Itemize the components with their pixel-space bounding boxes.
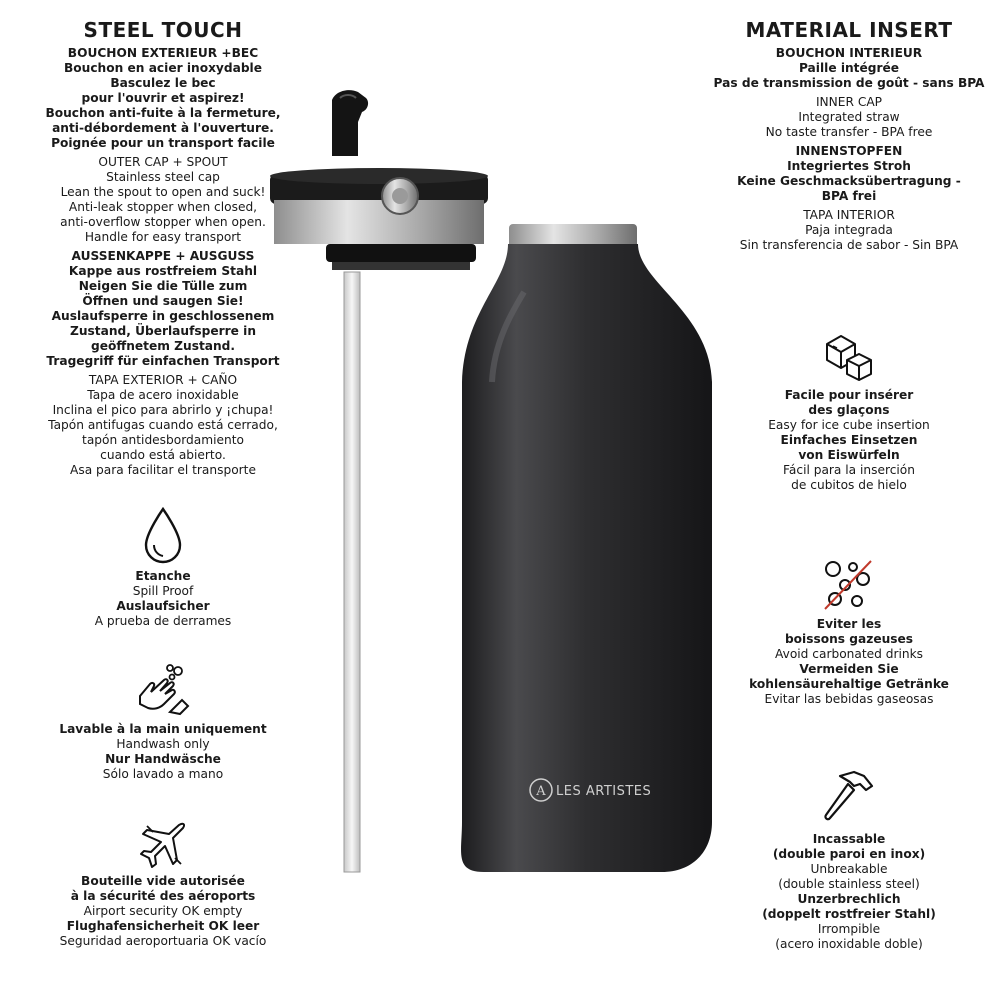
feature-unbreakable [704, 768, 994, 952]
feature-unbreakable-text [704, 832, 994, 952]
airplane-icon [137, 818, 189, 870]
steel-touch-title: STEEL TOUCH [83, 18, 243, 42]
text-line: BOUCHON INTERIEUR [775, 46, 923, 60]
right-de-text [704, 144, 994, 204]
brand-logo-mark: A [536, 784, 546, 799]
text-line: Öffnen und saugen Sie! [82, 294, 244, 308]
text-line: Einfaches Einsetzen [780, 433, 918, 447]
text-line: OUTER CAP + SPOUT [98, 155, 228, 169]
text-line: Tragegriff für einfachen Transport [46, 354, 280, 368]
text-line: TAPA INTERIOR [803, 208, 895, 222]
text-line: des glaçons [808, 403, 890, 417]
text-line: Bouchon en acier inoxydable [63, 61, 262, 75]
text-line: anti-débordement à l'ouverture. [52, 121, 274, 135]
text-line: Lavable à la main uniquement [59, 722, 267, 736]
text-line: pour l'ouvrir et aspirez! [81, 91, 245, 105]
water-drop-icon [140, 505, 186, 565]
text-line: Lean the spout to open and suck! [60, 185, 266, 199]
text-line: Etanche [135, 569, 191, 583]
text-line: anti-overflow stopper when open. [60, 215, 266, 229]
text-line: BPA frei [821, 189, 877, 203]
feature-no-carbonated [704, 557, 994, 707]
text-line: cuando está abierto. [100, 448, 226, 462]
right-fr-text [704, 46, 994, 91]
text-line: de cubitos de hielo [791, 478, 907, 492]
text-line: (double stainless steel) [778, 877, 920, 891]
text-line: boissons gazeuses [784, 632, 914, 646]
text-line: INNER CAP [815, 95, 883, 109]
text-line: Neigen Sie die Tülle zum [78, 279, 248, 293]
text-line: Integrated straw [798, 110, 900, 124]
text-line: Handle for easy transport [84, 230, 242, 244]
text-line: Tapón antifugas cuando está cerrado, [48, 418, 278, 432]
text-line: Poignée pour un transport facile [51, 136, 275, 150]
handwash-icon [134, 662, 192, 718]
text-line: Unbreakable [810, 862, 888, 876]
feature-ice-cubes-text [704, 388, 994, 493]
text-line: Kappe aus rostfreiem Stahl [68, 264, 258, 278]
text-line: Flughafensicherheit OK leer [66, 919, 260, 933]
text-line: Unzerbrechlich [797, 892, 901, 906]
text-line: Seguridad aeroportuaria OK vacío [59, 934, 267, 948]
text-line: No taste transfer - BPA free [765, 125, 933, 139]
text-line: Fácil para la inserción [783, 463, 915, 477]
text-line: Basculez le bec [110, 76, 216, 90]
straw [344, 272, 360, 872]
text-line: von Eiswürfeln [798, 448, 900, 462]
text-line: Auslaufsperre in geschlossenem [51, 309, 275, 323]
no-carbonated-icon [819, 557, 879, 613]
text-line: Tapa de acero inoxidable [87, 388, 239, 402]
text-line: à la sécurité des aéroports [70, 889, 256, 903]
text-line: Stainless steel cap [106, 170, 220, 184]
text-line: Bouchon anti-fuite à la fermeture, [45, 106, 281, 120]
text-line: Paja integrada [805, 223, 893, 237]
text-line: kohlensäurehaltige Getränke [749, 677, 949, 691]
text-line: tapón antidesbordamiento [82, 433, 244, 447]
text-line: BOUCHON EXTERIEUR +BEC [67, 46, 259, 60]
text-line: Inclina el pico para abrirlo y ¡chupa! [52, 403, 274, 417]
text-line: Easy for ice cube insertion [768, 418, 930, 432]
text-line: Avoid carbonated drinks [774, 647, 923, 661]
material-insert-section [704, 18, 994, 253]
product-illustration [262, 82, 712, 982]
ice-cubes-icon [819, 330, 879, 384]
text-line: Keine Geschmacksübertragung - [737, 174, 961, 188]
text-line: TAPA EXTERIOR + CAÑO [88, 373, 238, 387]
text-line: Irrompible [817, 922, 881, 936]
text-line: Facile pour insérer [784, 388, 914, 402]
material-insert-title: MATERIAL INSERT [745, 18, 953, 42]
bottle [461, 224, 712, 872]
text-line: Integriertes Stroh [787, 159, 911, 173]
text-line: Spill Proof [132, 584, 194, 598]
text-line: Auslaufsicher [116, 599, 210, 613]
feature-no-carbonated-text [704, 617, 994, 707]
text-line: (acero inoxidable doble) [775, 937, 923, 951]
text-line: AUSSENKAPPE + AUSGUSS [71, 249, 255, 263]
feature-ice-cubes [704, 330, 994, 493]
hammer-icon [820, 768, 878, 828]
text-line: Vermeiden Sie [799, 662, 899, 676]
text-line: Eviter les [816, 617, 882, 631]
outer-cap [270, 90, 488, 270]
text-line: Sólo lavado a mano [102, 767, 224, 781]
text-line: Paille intégrée [798, 61, 900, 75]
text-line: Bouteille vide autorisée [81, 874, 245, 888]
text-line: Pas de transmission de goût - sans BPA [713, 76, 985, 90]
right-es-text [704, 208, 994, 253]
text-line: Evitar las bebidas gaseosas [764, 692, 934, 706]
text-line: Asa para facilitar el transporte [70, 463, 256, 477]
text-line: Nur Handwäsche [105, 752, 221, 766]
text-line: geöffnetem Zustand. [90, 339, 236, 353]
text-line: Airport security OK empty [83, 904, 243, 918]
brand-name: LES ARTISTES [556, 784, 652, 799]
text-line: INNENSTOPFEN [795, 144, 903, 158]
text-line: (double paroi en inox) [772, 847, 926, 861]
text-line: (doppelt rostfreier Stahl) [762, 907, 936, 921]
text-line: Handwash only [116, 737, 210, 751]
text-line: A prueba de derrames [94, 614, 232, 628]
text-line: Anti-leak stopper when closed, [68, 200, 258, 214]
text-line: Sin transferencia de sabor - Sin BPA [739, 238, 959, 252]
text-line: Incassable [812, 832, 886, 846]
right-en-text [704, 95, 994, 140]
text-line: Zustand, Überlaufsperre in [70, 324, 256, 338]
